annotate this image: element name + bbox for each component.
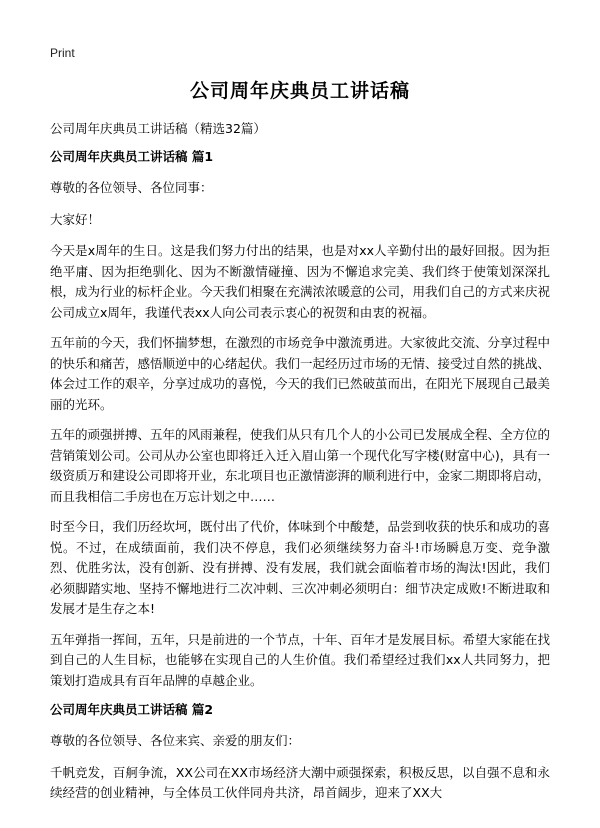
paragraph: 五年前的今天，我们怀揣梦想，在激烈的市场竞争中激流勇进。大家彼此交流、分享过程中的快乐和痛苦，感悟顺逆中的心绪起伏。我们一起经历过市场的无情、接受过自然的挑战、体会过工作的艰辛，分享过成功的喜悦，今天的我们已然破茧而出，在阳光下展现自己最美丽的光环。	[50, 335, 551, 412]
document-subtitle: 公司周年庆典员工讲话稿（精选32篇）	[50, 121, 266, 136]
section-1	[50, 148, 550, 691]
paragraph: 千帆竞发，百舸争流，XX公司在XX市场经济大潮中顽强探索，积极反思，以自强不息和永续经营的创业精神，与全体员工伙伴同舟共济，昂首阔步，迎来了XX大	[50, 764, 550, 800]
document-body	[50, 148, 550, 814]
section-2	[50, 701, 550, 804]
print-label[interactable]: Print	[50, 46, 75, 60]
paragraph: 大家好！	[50, 211, 101, 227]
paragraph: 尊敬的各位领导、各位同事：	[50, 180, 213, 195]
paragraph: 今天是x周年的生日。这是我们努力付出的结果，也是对xx人辛勤付出的最好回报。因为拒绝平庸、因为拒绝驯化、因为不断激情碰撞、因为不懈追求完美、我们终于使策划深深扎根，成为行业的标杆企业。今天我们相聚在充满浓浓暖意的公司，用我们自己的方式来庆祝公司成立x周年，我谨代表xx人向公司表示衷心的祝贺和由衷的祝福。	[50, 243, 551, 320]
paragraph: 时至今日，我们历经坎坷，既付出了代价，体味到个中酸楚，品尝到收获的快乐和成功的喜悦。不过，在成绩面前，我们决不停息，我们必须继续努力奋斗!市场瞬息万变、竞争激烈、优胜劣汰，没有创新、没有拼搏、没有发展，我们就会面临着市场的淘汰!因此，我们必须脚踏实地、坚持不懈地进行二次冲刺、三次冲刺必须明白：细节决定成败!不断进取和发展才是生存之本!	[50, 519, 551, 616]
paragraph: 五年弹指一挥间，五年，只是前进的一个节点，十年、百年才是发展目标。希望大家能在找到自己的人生目标，也能够在实现自己的人生价值。我们希望经过我们xx人共同努力，把策划打造成具有百年品牌的卓越企业。	[50, 631, 551, 688]
paragraph: 尊敬的各位领导、各位来宾、亲爱的朋友们：	[50, 733, 301, 748]
section-heading: 公司周年庆典员工讲话稿 篇1	[50, 149, 214, 164]
section-heading: 公司周年庆典员工讲话稿 篇2	[50, 702, 214, 717]
page-title: 公司周年庆典员工讲话稿	[189, 80, 410, 102]
paragraph: 五年的顽强拼搏、五年的风雨兼程，使我们从只有几个人的小公司已发展成全程、全方位的营销策划公司。公司从办公室也即将迁入迁入眉山第一个现代化写字楼(财富中心)，具有一级资质万和建设公司即将开业，东北项目也正激情澎湃的顺利进行中，金家二期即将启动，而且我相信二手房也在万忘计划之中……	[50, 427, 551, 504]
